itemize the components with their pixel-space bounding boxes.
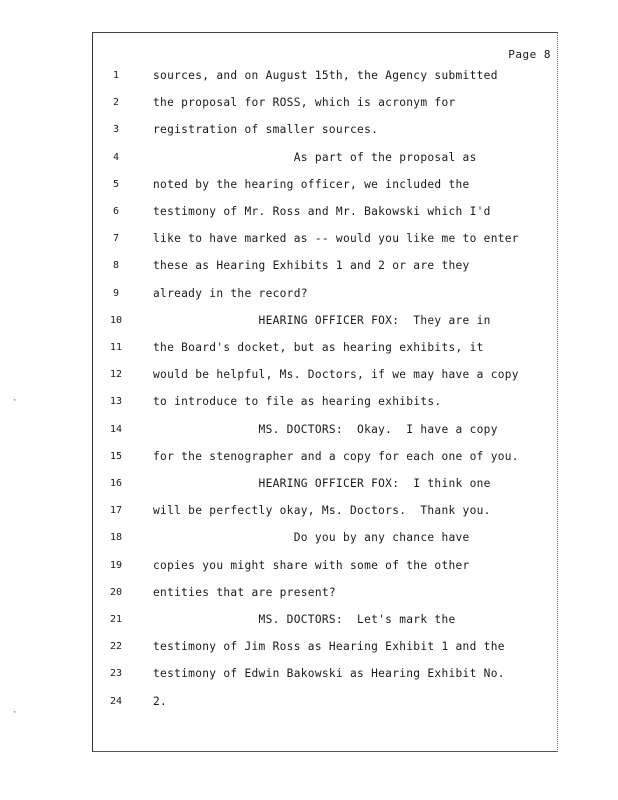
line-number: 15 — [109, 450, 123, 462]
transcript-line-text: As part of the proposal as — [153, 150, 477, 164]
transcript-line-text: these as Hearing Exhibits 1 and 2 or are they — [153, 259, 470, 273]
transcript-line-text: copies you might share with some of the other — [153, 558, 470, 572]
line-number: 21 — [109, 614, 123, 625]
line-number: 6 — [112, 206, 120, 217]
transcript-line-text: HEARING OFFICER FOX: They are in — [153, 313, 491, 327]
line-number: 1 — [112, 70, 120, 81]
transcript-line-text: testimony of Mr. Ross and Mr. Bakowski which I'd — [153, 205, 491, 218]
transcript-line-text: MS. DOCTORS: Let's mark the — [153, 613, 456, 626]
line-number: 12 — [109, 369, 123, 381]
transcript-line-text: the proposal for ROSS, which is acronym for — [153, 96, 456, 110]
transcript-line-text: entities that are present? — [153, 585, 336, 599]
transcript-line-text: testimony of Jim Ross as Hearing Exhibit 1 and the — [153, 640, 505, 654]
line-number: 5 — [112, 178, 120, 190]
margin-mark: · — [12, 396, 18, 406]
line-number: 8 — [112, 260, 120, 272]
transcript-line-text: will be perfectly okay, Ms. Doctors. Thank you. — [153, 504, 491, 518]
line-number: 22 — [109, 641, 123, 653]
line-number: 18 — [109, 532, 123, 544]
transcript-line-text: Do you by any chance have — [153, 531, 470, 545]
page-number: Page 8 — [508, 48, 551, 61]
transcript-line-text: noted by the hearing officer, we included the — [153, 177, 470, 191]
line-number: 19 — [109, 559, 123, 571]
line-number: 11 — [109, 342, 123, 353]
line-number: 24 — [109, 695, 123, 707]
transcript-line-text: MS. DOCTORS: Okay. I have a copy — [153, 422, 498, 436]
line-number: 9 — [112, 287, 120, 299]
margin-mark: · — [12, 708, 18, 718]
transcript-line-text: testimony of Edwin Bakowski as Hearing Exhibit No. — [153, 667, 505, 681]
transcript-line-text: for the stenographer and a copy for each one of you. — [153, 449, 519, 463]
line-number: 14 — [109, 423, 123, 435]
transcript-line-text: 2. — [153, 694, 168, 708]
line-number: 17 — [109, 505, 123, 517]
transcript-line-text: HEARING OFFICER FOX: I think one — [153, 477, 491, 490]
line-number: 23 — [109, 668, 123, 680]
transcript-line-text: sources, and on August 15th, the Agency submitted — [153, 69, 498, 82]
line-number: 16 — [109, 478, 123, 489]
line-number: 4 — [112, 151, 120, 163]
transcript-line-text: already in the record? — [153, 286, 308, 300]
transcript-line-text: the Board's docket, but as hearing exhibits, it — [153, 341, 484, 354]
line-number: 20 — [109, 586, 123, 598]
line-number: 3 — [112, 124, 120, 136]
transcript-line-text: would be helpful, Ms. Doctors, if we may have a copy — [153, 368, 519, 382]
transcript-page — [92, 32, 558, 752]
line-number: 13 — [109, 396, 123, 408]
transcript-line-text: like to have marked as -- would you like me to enter — [153, 232, 519, 246]
line-number: 7 — [112, 233, 120, 245]
line-number: 2 — [112, 97, 120, 109]
line-number: 10 — [109, 314, 123, 326]
transcript-line-text: registration of smaller sources. — [153, 123, 379, 137]
transcript-line-text: to introduce to file as hearing exhibits. — [153, 395, 442, 409]
